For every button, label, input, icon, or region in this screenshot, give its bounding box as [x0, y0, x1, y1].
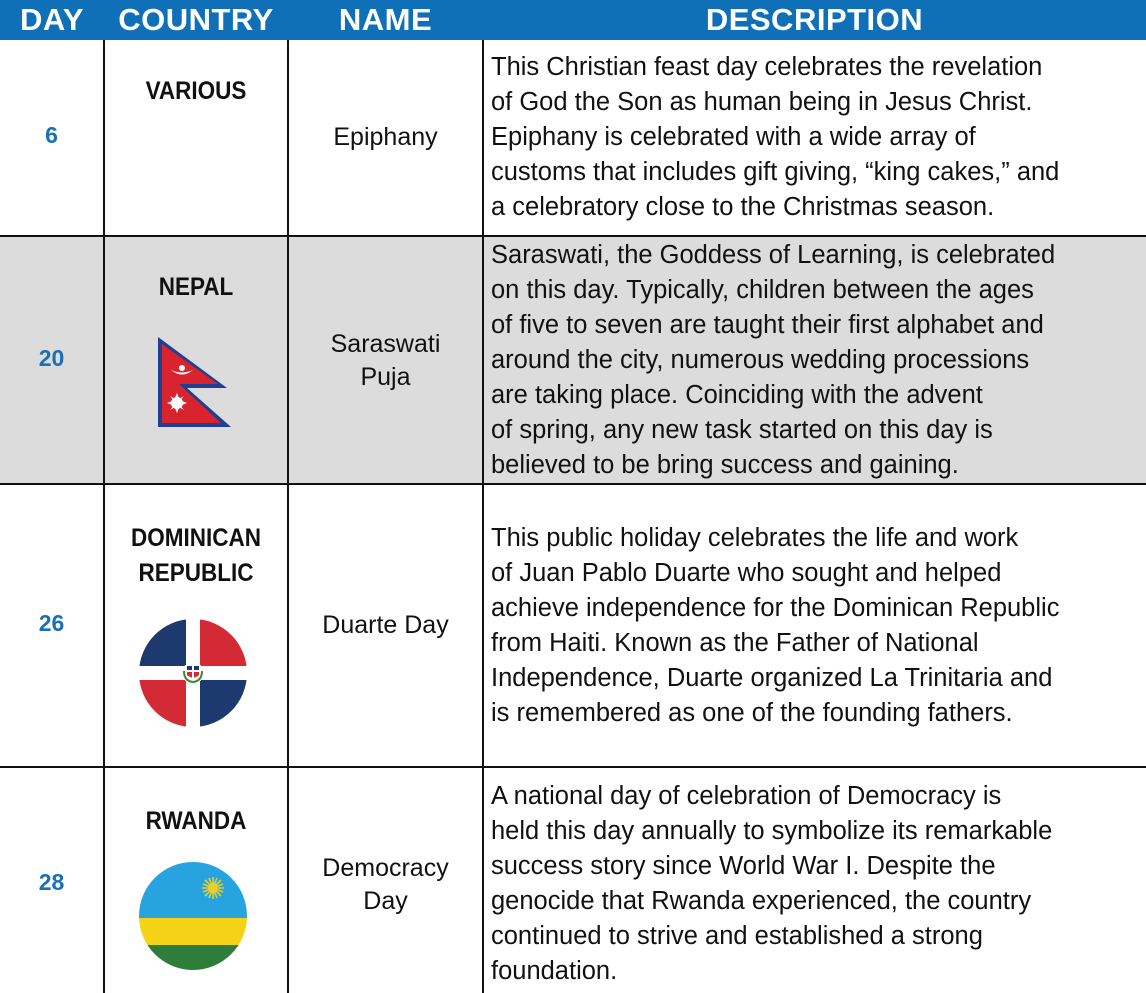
column-divider: [482, 40, 484, 993]
description-line: is remembered as one of the founding fathers.: [491, 699, 1013, 727]
country-label: NEPAL: [158, 273, 234, 301]
holiday-name: [289, 852, 482, 918]
country-label-line: REPUBLIC: [138, 559, 254, 587]
holiday-name-line: Democracy: [322, 854, 449, 882]
country-label: VARIOUS: [145, 77, 247, 105]
description-line: held this day annually to symbolize its remarkable: [491, 817, 1053, 845]
holiday-name-line: Saraswati: [330, 330, 441, 358]
description-line: of spring, any new task started on this day is: [491, 416, 993, 444]
header-country: COUNTRY: [118, 2, 274, 37]
holiday-description: [491, 238, 1146, 483]
description-line: a celebratory close to the Christmas season.: [491, 193, 995, 221]
description-line: are taking place. Coinciding with the advent: [491, 381, 983, 409]
header-description: DESCRIPTION: [705, 2, 924, 37]
description-line: genocide that Rwanda experienced, the country: [491, 887, 1032, 915]
description-line: foundation.: [491, 957, 618, 985]
country-label: [114, 521, 278, 591]
description-line: on this day. Typically, children between the ages: [491, 276, 1034, 304]
description-line: This Christian feast day celebrates the revelation: [491, 53, 1043, 81]
country-label-line: DOMINICAN: [131, 524, 261, 552]
row-divider: [0, 766, 1146, 768]
nepal-flag-icon: [155, 335, 235, 430]
header-day: DAY: [19, 2, 85, 37]
day-value: 6: [45, 122, 58, 148]
day-value: 20: [38, 345, 65, 371]
holiday-name-line: Puja: [360, 363, 411, 391]
description-line: of five to seven are taught their first alphabet and: [491, 311, 1044, 339]
description-line: achieve independence for the Dominican Republic: [491, 594, 1060, 622]
holiday-name: Duarte Day: [322, 611, 449, 639]
holiday-name: Epiphany: [333, 123, 438, 151]
description-line: around the city, numerous wedding processions: [491, 346, 1030, 374]
day-value: 28: [38, 869, 65, 895]
column-divider: [287, 40, 289, 993]
holiday-description: [491, 779, 1146, 989]
description-line: from Haiti. Known as the Father of National: [491, 629, 979, 657]
description-line: Epiphany is celebrated with a wide array of: [491, 123, 976, 151]
row-divider: [0, 483, 1146, 485]
holiday-name: [289, 328, 482, 394]
description-line: of Juan Pablo Duarte who sought and helped: [491, 559, 1002, 587]
description-line: A national day of celebration of Democracy is: [491, 782, 1002, 810]
description-line: customs that includes gift giving, “king cakes,” and: [491, 158, 1060, 186]
holiday-name-line: Day: [363, 887, 408, 915]
column-divider: [103, 40, 105, 993]
description-line: of God the Son as human being in Jesus Christ.: [491, 88, 1033, 116]
table-header: [0, 0, 1146, 40]
description-line: Independence, Duarte organized La Trinitaria and: [491, 664, 1053, 692]
rwanda-flag-icon: [139, 862, 247, 970]
holiday-description: [491, 521, 1146, 731]
country-label: RWANDA: [145, 807, 247, 835]
day-value: 26: [38, 610, 65, 636]
header-name: NAME: [338, 2, 433, 37]
row-divider: [0, 235, 1146, 237]
description-line: believed to be bring success and gaining.: [491, 451, 959, 479]
description-line: success story since World War I. Despite the: [491, 852, 996, 880]
description-line: Saraswati, the Goddess of Learning, is celebrated: [491, 241, 1056, 269]
holiday-description: [491, 50, 1146, 225]
description-line: continued to strive and established a strong: [491, 922, 983, 950]
description-line: This public holiday celebrates the life and work: [491, 524, 1019, 552]
dominican-republic-flag-icon: [139, 619, 247, 727]
